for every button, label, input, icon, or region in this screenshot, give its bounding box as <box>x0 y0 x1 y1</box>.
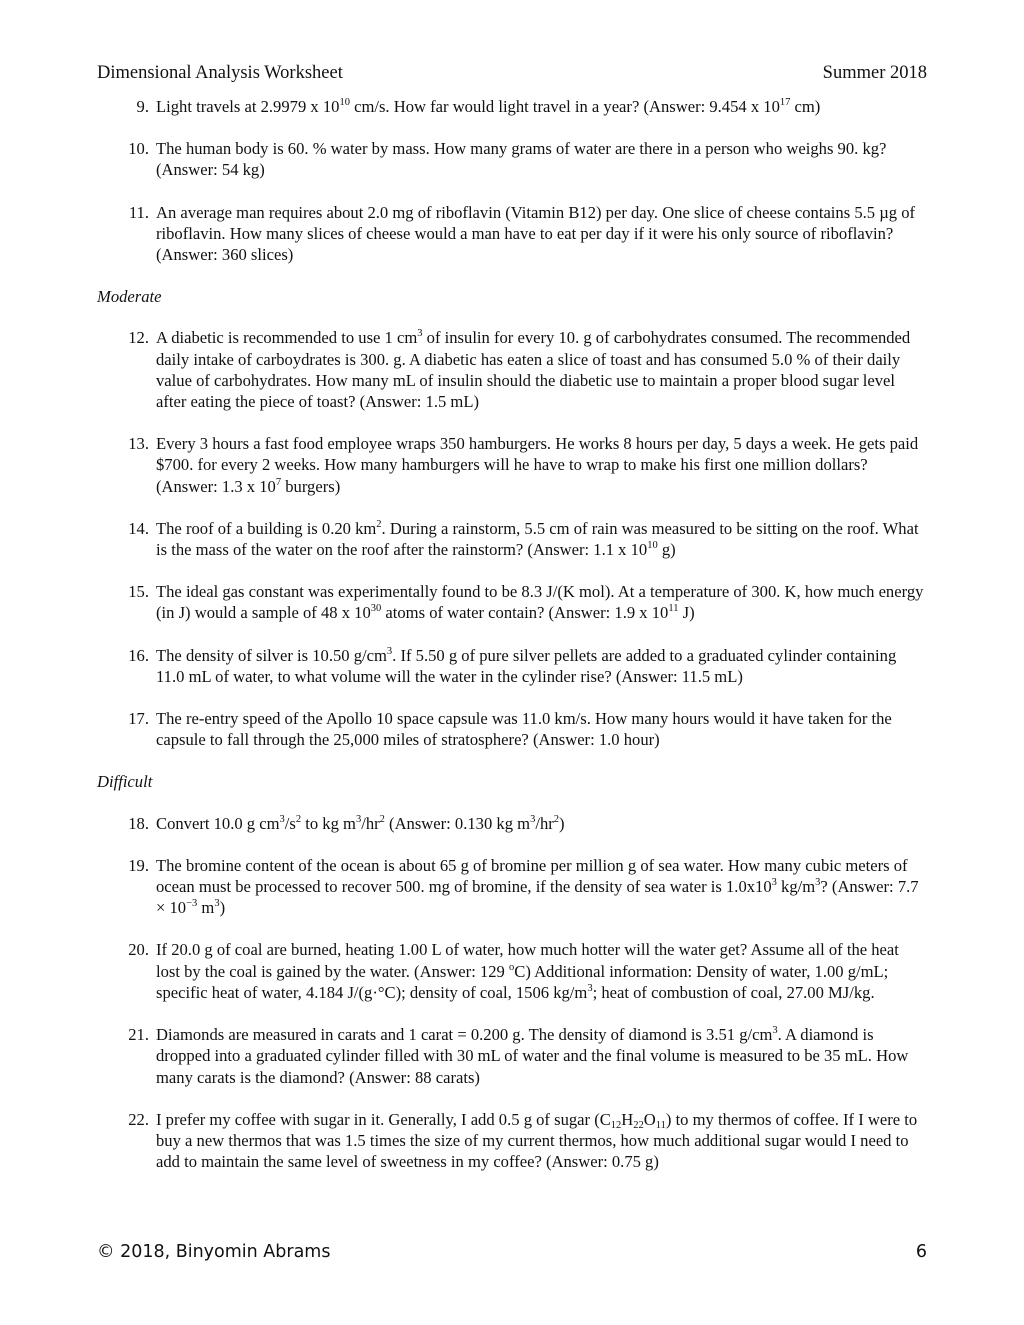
question-number: 21. <box>128 1025 149 1045</box>
question-text: The bromine content of the ocean is about 65 g of bromine per million g of sea water. How many cubic meters of ocean must be processed to recover 500. mg of bromine, if the density of sea water is $1.0x10^3$ $kg/m^3$? (Answer: $7.7 \times 10^{-3}$ $m^3$) <box>156 855 919 918</box>
question-number: 16. <box>128 645 149 665</box>
question-item <box>97 581 927 623</box>
question-list <box>97 813 927 1173</box>
copyright-notice: © 2018, Binyomin Abrams <box>97 1242 331 1262</box>
question-number: 9. <box>136 97 149 116</box>
question-text: A diabetic is recommended to use 1 $cm^3$ of insulin for every 10. g of carbohydrates consumed. The recommended daily intake of carboydrates is 300. g. A diabetic has eaten a slice of toast and has consumed 5.0 % of their daily value of carbohydrates. How many mL of insulin should the diabetic use to maintain a proper blood sugar level after eating the piece of toast? (Answer: 1.5 mL) <box>156 328 911 412</box>
question-number: 17. <box>128 709 149 729</box>
question-number: 22. <box>128 1109 149 1129</box>
question-text: If 20.0 g of coal are burned, heating 1.00 L of water, how much hotter will the water get? Assume all of the heat lost by the coal is gained by the water. (Answer: 129 $^o$C) Additional information: Density of water, 1.00 g/mL; specific heat of water, 4.184 J/(g·°C); density of coal, 1506 $kg/m^3$; heat of combustion of coal, 27.00 MJ/kg. <box>156 940 899 1002</box>
question-item <box>97 1024 927 1088</box>
question-number: 10. <box>128 139 149 159</box>
question-item <box>97 813 927 834</box>
question-item <box>97 518 927 560</box>
section-heading-difficult: Difficult <box>97 772 153 792</box>
question-item <box>97 645 927 687</box>
page-number: 6 <box>915 1242 927 1262</box>
question-item <box>97 96 927 117</box>
question-list <box>97 327 927 750</box>
worksheet-term: Summer 2018 <box>822 63 927 83</box>
question-number: 15. <box>128 582 149 602</box>
question-item <box>97 1109 927 1173</box>
question-number: 11. <box>128 202 149 222</box>
section-heading-moderate: Moderate <box>97 287 162 307</box>
question-text: The roof of a building is 0.20 $km^2$. During a rainstorm, 5.5 cm of rain was measured to be sitting on the roof. What is the mass of the water on the roof after the rainstorm? (Answer: 1.1 x $10^{10}$ g) <box>156 518 919 560</box>
question-text: The re-entry speed of the Apollo 10 space capsule was 11.0 km/s. How many hours would it have taken for the capsule to fall through the 25,000 miles of stratosphere? (Answer: 1.0 hour) <box>156 709 892 750</box>
question-number: 14. <box>128 518 149 538</box>
question-item <box>97 327 927 412</box>
question-number: 12. <box>128 328 149 348</box>
question-item <box>97 138 927 180</box>
question-text: An average man requires about 2.0 mg of riboflavin (Vitamin B12) per day. One slice of cheese contains 5.5 µg of riboflavin. How many slices of cheese would a man have to eat per day if it were his only source of riboflavin? (Answer: 360 slices) <box>156 202 916 265</box>
question-number: 20. <box>128 940 149 960</box>
question-text: I prefer my coffee with sugar in it. Generally, I add 0.5 g of sugar $(C_{12}H_{22}O_{11})$ to my thermos of coffee. If I were to buy a new thermos that was 1.5 times the size of my current thermos, how much additional sugar would I need to add to maintain the same level of sweetness in my coffee? (Answer: 0.75 g) <box>156 1109 918 1172</box>
question-number: 18. <box>128 813 149 833</box>
question-item <box>97 855 927 919</box>
question-text: Convert 10.0 g $cm^3/s^2$ to kg $m^3/hr^2$ (Answer: 0.130 kg $m^3/hr^2$) <box>156 813 565 833</box>
page-footer <box>97 1240 927 1264</box>
question-item <box>97 939 927 1003</box>
questions-content <box>97 96 927 1172</box>
question-number: 13. <box>128 434 149 454</box>
question-item <box>97 433 927 497</box>
worksheet-title: Dimensional Analysis Worksheet <box>97 63 343 83</box>
question-text: Light travels at 2.9979 x $10^{10}$ cm/s. How far would light travel in a year? (Answer: 9.454 x $10^{17}$ cm) <box>156 97 821 116</box>
page-header <box>97 61 927 85</box>
question-text: The human body is 60. % water by mass. How many grams of water are there in a person who weighs 90. kg? (Answer: 54 kg) <box>156 139 887 180</box>
question-item <box>97 708 927 750</box>
question-text: The density of silver is 10.50 $g/cm^3$. If 5.50 g of pure silver pellets are added to a graduated cylinder containing 11.0 mL of water, to what volume will the water in the cylinder rise? (Answer: 11.5 mL) <box>156 645 897 686</box>
question-list <box>97 96 927 265</box>
question-number: 19. <box>128 855 149 875</box>
question-text: Diamonds are measured in carats and 1 carat = 0.200 g. The density of diamond is 3.51 $g/cm^3$. A diamond is dropped into a graduated cylinder filled with 30 mL of water and the final volume is measured to be 35 mL. How many carats is the diamond? (Answer: 88 carats) <box>156 1025 909 1087</box>
question-text: The ideal gas constant was experimentally found to be 8.3 J/(K mol). At a temperature of 300. K, how much energy (in J) would a sample of 48 x $10^{30}$ atoms of water contain? (Answer: 1.9 x $10^{11}$ J) <box>156 582 924 623</box>
question-text: Every 3 hours a fast food employee wraps 350 hamburgers. He works 8 hours per day, 5 days a week. He gets paid $700. for every 2 weeks. How many hamburgers will he have to wrap to make his first one million dollars? (Answer: 1.3 x $10^7$ burgers) <box>156 434 919 496</box>
question-item <box>97 202 927 266</box>
